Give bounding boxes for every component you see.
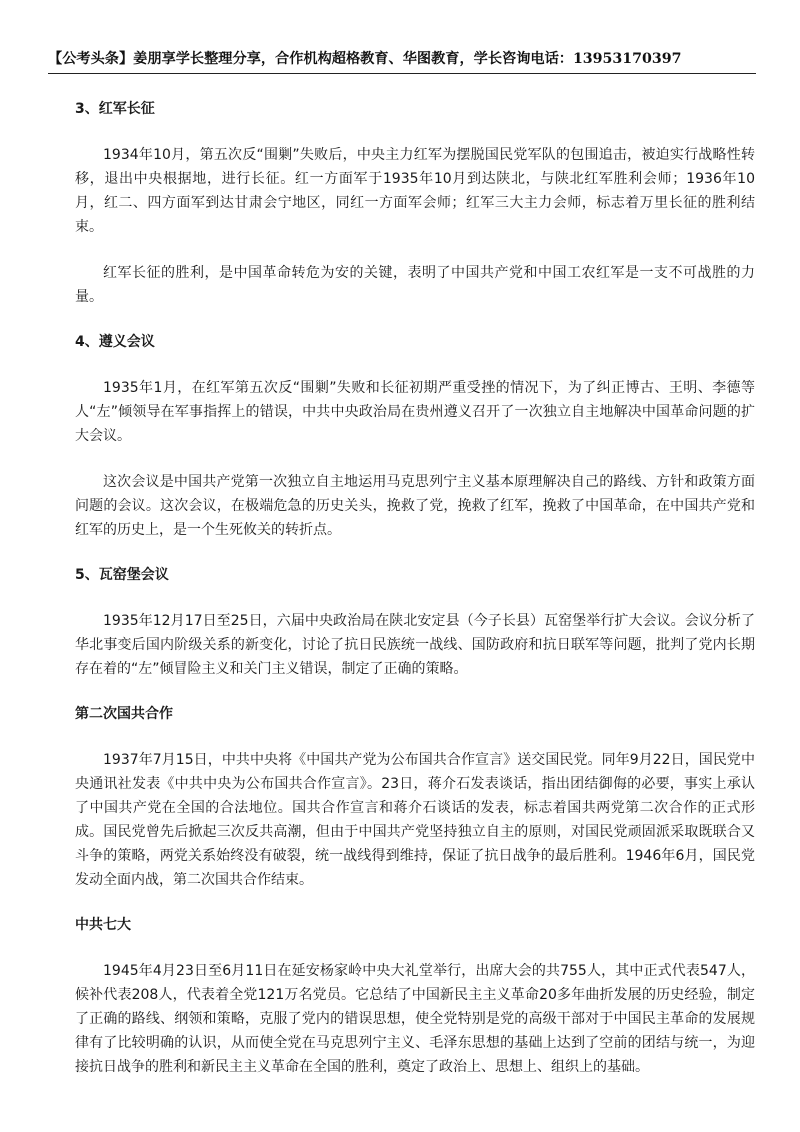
- paragraph: 这次会议是中国共产党第一次独立自主地运用马克思列宁主义基本原理解决自己的路线、方针和政策方面问题的会议。这次会议，在极端危急的历史关头，挽救了党，挽救了红军，挽救了中国革命，在中国共产党和红军的历史上，是一个生死攸关的转折点。: [75, 474, 755, 538]
- document-body: [75, 98, 755, 1095]
- paragraph: 1945年4月23日至6月11日在延安杨家岭中央大礼堂举行，出席大会的共755人，其中正式代表547人，候补代表208人，代表着全党121万名党员。它总结了中国新民主主义革命20多年曲折发展的历史经验，制定了正确的路线、纲领和策略，克服了党内的错误思想，使全党特别是党的高级干部对于中国民主革命的发展规律有了比较明确的认识，从而使全党在马克思列宁主义、毛泽东思想的基础上达到了空前的团结与统一，为迎接抗日战争的胜利和新民主主义革命在全国的胜利，奠定了政治上、思想上、组织上的基础。: [75, 963, 755, 1075]
- section-seventh-congress: [75, 914, 755, 1079]
- section-zunyi-conference: [75, 331, 755, 542]
- page-header: 【公考头条】姜朋享学长整理分享，合作机构超格教育、华图教育，学长咨询电话：13953170397: [48, 51, 682, 67]
- paragraph: 1937年7月15日，中共中央将《中国共产党为公布国共合作宣言》送交国民党。同年9月22日，国民党中央通讯社发表《中共中央为公布国共合作宣言》。23日，蒋介石发表谈话，指出团结御侮的必要，事实上承认了中国共产党在全国的合法地位。国共合作宣言和蒋介石谈话的发表，标志着国共两党第二次合作的正式形成。国民党曾先后掀起三次反共高潮，但由于中国共产党坚持独立自主的原则，对国民党顽固派采取既联合又斗争的策略，两党关系始终没有破裂，统一战线得到维持，保证了抗日战争的最后胜利。1946年6月，国民党发动全面内战，第二次国共合作结束。: [75, 752, 755, 888]
- paragraph: 红军长征的胜利，是中国革命转危为安的关键，表明了中国共产党和中国工农红军是一支不可战胜的力量。: [75, 265, 755, 305]
- section-heading: 第二次国共合作: [75, 706, 173, 722]
- paragraph: 1935年1月，在红军第五次反“围剿”失败和长征初期严重受挫的情况下，为了纠正博古、王明、李德等人“左”倾领导在军事指挥上的错误，中共中央政治局在贵州遵义召开了一次独立自主地解决中国革命问题的扩大会议。: [75, 380, 755, 444]
- section-heading: 5、瓦窑堡会议: [75, 567, 169, 583]
- section-second-kmt-cpc-cooperation: [75, 703, 755, 892]
- header-divider: [48, 73, 756, 74]
- section-heading: 中共七大: [75, 917, 131, 933]
- section-heading: 4、遵义会议: [75, 334, 155, 350]
- paragraph: 1934年10月，第五次反“围剿”失败后，中央主力红军为摆脱国民党军队的包围追击，被迫实行战略性转移，退出中央根据地，进行长征。红一方面军于1935年10月到达陕北，与陕北红军胜利会师；1936年10月，红二、四方面军到达甘肃会宁地区，同红一方面军会师；红军三大主力会师，标志着万里长征的胜利结束。: [75, 147, 755, 235]
- paragraph: 1935年12月17日至25日，六届中央政治局在陕北安定县（今子长县）瓦窑堡举行扩大会议。会议分析了华北事变后国内阶级关系的新变化，讨论了抗日民族统一战线、国防政府和抗日联军等问题，批判了党内长期存在着的“左”倾冒险主义和关门主义错误，制定了正确的策略。: [75, 613, 755, 677]
- section-heading: 3、红军长征: [75, 101, 155, 117]
- section-long-march: [75, 98, 755, 309]
- section-wayaobu-conference: [75, 564, 755, 681]
